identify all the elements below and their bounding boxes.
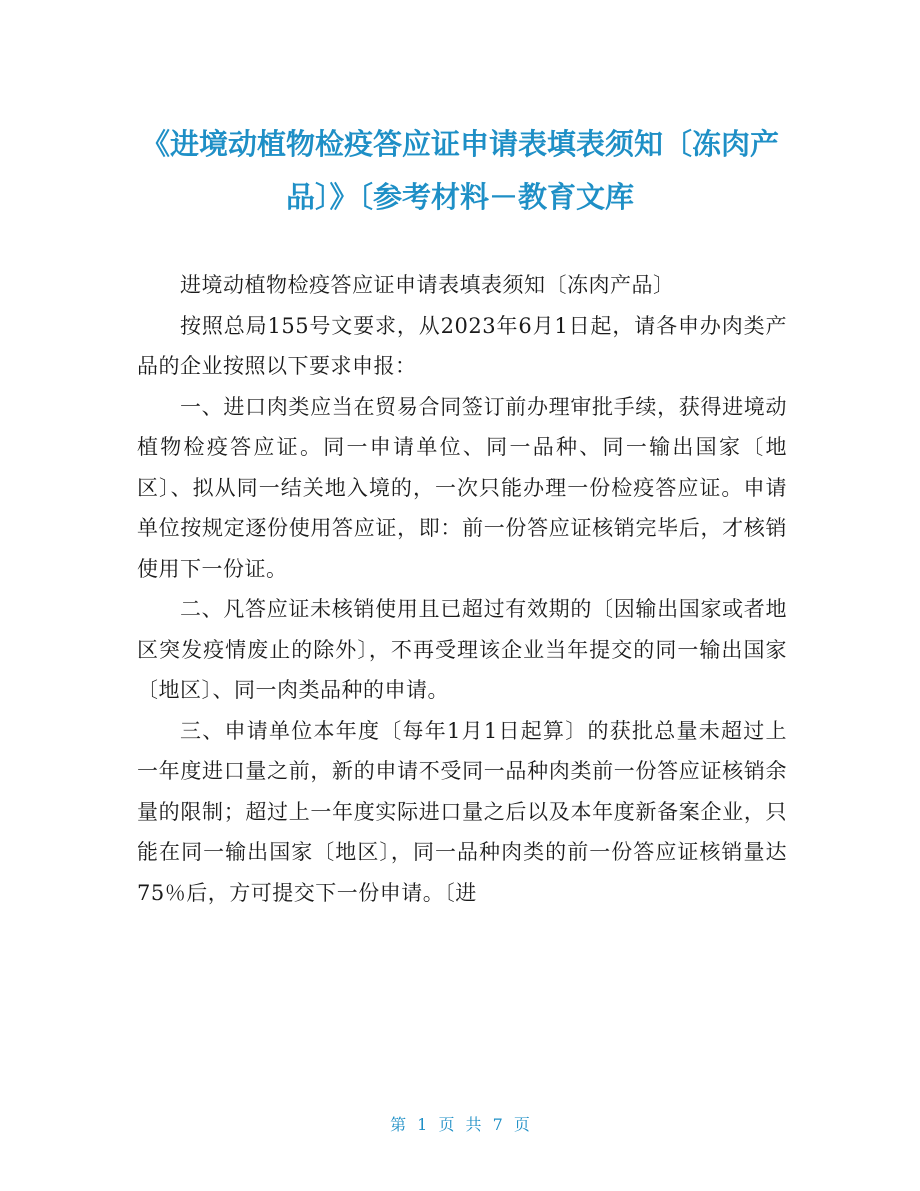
- paragraph-subtitle: 进境动植物检疫答应证申请表填表须知〔冻肉产品〕: [180, 273, 675, 297]
- paragraph-item-1: 一、进口肉类应当在贸易合同签订前办理审批手续，获得进境动植物检疫答应证。同一申请单位、同一品种、同一输出国家〔地区〕、拟从同一结关地入境的，一次只能办理一份检疫答应证。申请单位按规定逐份使用答应证，即：前一份答应证核销完毕后，才核销使用下一份证。: [137, 394, 787, 581]
- page-footer: 第 1 页 共 7 页: [390, 1115, 530, 1134]
- paragraph-intro: 按照总局155号文要求，从2023年6月1日起，请各申办肉类产品的企业按照以下要求申报：: [137, 313, 787, 378]
- document-title: 《进境动植物检疫答应证申请表填表须知〔冻肉产品〕》〔参考材料－教育文库: [140, 127, 779, 214]
- document-body: [137, 265, 787, 913]
- paragraph-item-3: 三、申请单位本年度〔每年1月1日起算〕的获批总量未超过上一年度进口量之前，新的申请不受同一品种肉类前一份答应证核销余量的限制；超过上一年度实际进口量之后以及本年度新备案企业，只能在同一输出国家〔地区〕，同一品种肉类的前一份答应证核销量达75％后，方可提交下一份申请。〔进: [137, 718, 787, 905]
- paragraph-item-2: 二、凡答应证未核销使用且已超过有效期的〔因输出国家或者地区突发疫情废止的除外〕，不再受理该企业当年提交的同一输出国家〔地区〕、同一肉类品种的申请。: [137, 597, 787, 702]
